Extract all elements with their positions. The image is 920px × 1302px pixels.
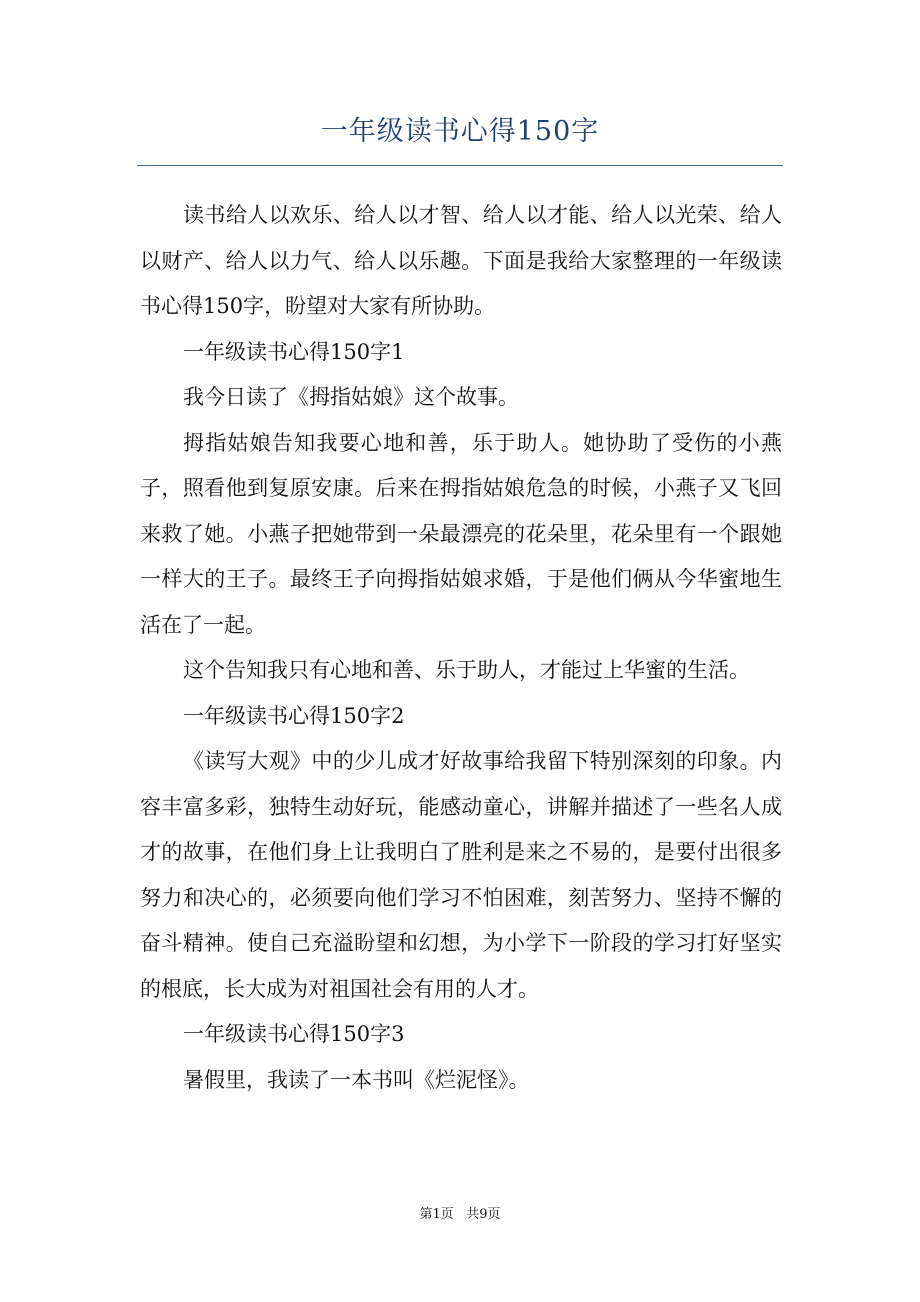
section-heading-3: 一年级读书心得150字3 <box>183 1022 405 1046</box>
paragraph: 暑假里，我读了一本书叫《烂泥怪》。 <box>183 1067 530 1092</box>
page-number-current: 第1页 <box>419 1207 454 1222</box>
section-heading-1: 一年级读书心得150字1 <box>183 339 405 364</box>
paragraph: 这个告知我只有心地和善、乐于助人，才能过上华蜜的生活。 <box>183 658 750 682</box>
document-body <box>140 193 782 1103</box>
page-footer <box>0 1206 920 1224</box>
paragraph: 拇指姑娘告知我要心地和善，乐于助人。她协助了受伤的小燕子，照看他到复原安康。后来在拇指姑娘危急的时候，小燕子又飞回来救了她。小燕子把她带到一朵最漂亮的花朵里，花朵里有一个跟她一样大的王子。最终王子向拇指姑娘求婚，于是他们俩从今华蜜地生活在了一起。 <box>140 430 782 637</box>
title-underline <box>137 165 783 166</box>
intro-paragraph: 读书给人以欢乐、给人以才智、给人以才能、给人以光荣、给人以财产、给人以力气、给人以乐趣。下面是我给大家整理的一年级读书心得150字，盼望对大家有所协助。 <box>140 203 782 318</box>
document-title: 一年级读书心得150字 <box>320 116 600 147</box>
paragraph: 《读写大观》中的少儿成才好故事给我留下特别深刻的印象。内容丰富多彩，独特生动好玩，能感动童心，讲解并描述了一些名人成才的故事，在他们身上让我明白了胜利是来之不易的，是要付出很多努力和决心的，必须要向他们学习不怕困难，刻苦努力、坚持不懈的奋斗精神。使自己充溢盼望和幻想，为小学下一阶段的学习打好坚实的根底，长大成为对祖国社会有用的人才。 <box>140 749 782 1001</box>
section-heading-2: 一年级读书心得150字2 <box>183 703 405 728</box>
page-number-total: 共9页 <box>466 1207 501 1222</box>
paragraph: 我今日读了《拇指姑娘》这个故事。 <box>183 385 519 409</box>
